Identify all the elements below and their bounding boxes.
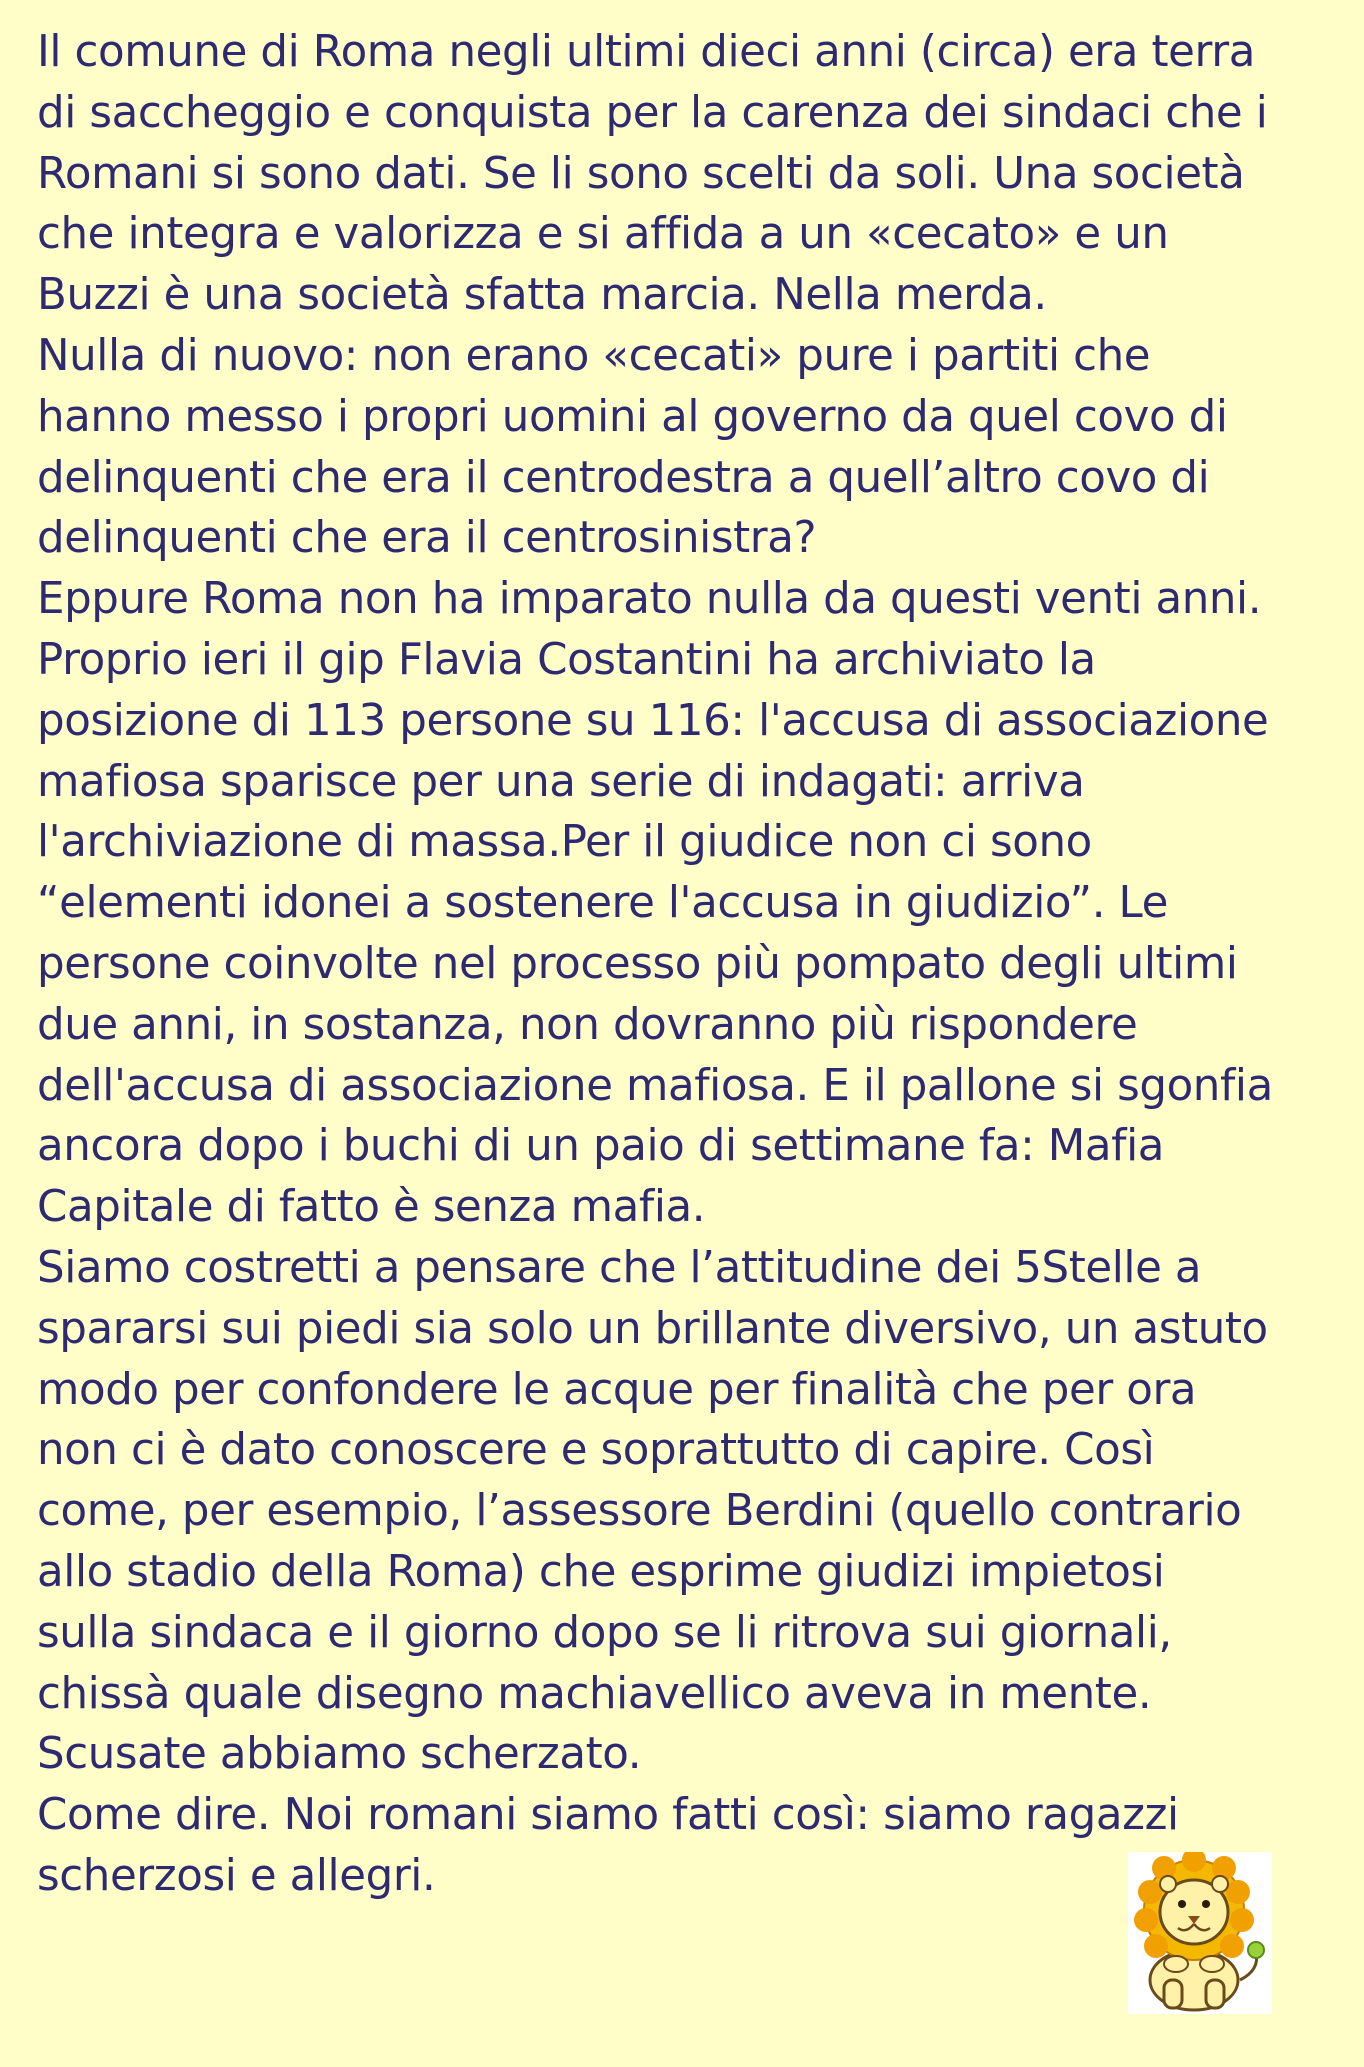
article-line: persone coinvolte nel processo più pompato degli ultimi [37,938,1238,989]
article-line: Buzzi è una società sfatta marcia. Nella merda. [37,270,1047,321]
article-text [37,22,1337,1907]
article-line: Siamo costretti a pensare che l’attitudine dei 5Stelle a [37,1242,1202,1293]
article-line: due anni, in sostanza, non dovranno più rispondere [37,999,1138,1050]
article-line: Capitale di fatto è senza mafia. [37,1182,706,1233]
article-line: come, per esempio, l’assessore Berdini (quello contrario [37,1486,1242,1537]
article-line: l'archiviazione di massa.Per il giudice non ci sono [37,817,1092,868]
article-line: posizione di 113 persone su 116: l'accusa di associazione [37,695,1269,746]
article-line: Proprio ieri il gip Flavia Costantini ha archiviato la [37,634,1096,685]
article-line: allo stadio della Roma) che esprime giudizi impietosi [37,1546,1165,1597]
article-line: scherzosi e allegri. [37,1850,436,1901]
article-line: ancora dopo i buchi di un paio di settimane fa: Mafia [37,1121,1165,1172]
article-line: sulla sindaca e il giorno dopo se li ritrova sui giornali, [37,1607,1172,1658]
article-line: hanno messo i propri uomini al governo da quel covo di [37,391,1228,442]
article-line: Come dire. Noi romani siamo fatti così: siamo ragazzi [37,1790,1179,1841]
article-line: che integra e valorizza e si affida a un «cecato» e un [37,209,1169,260]
article-line: chissà quale disegno machiavellico aveva in mente. [37,1668,1152,1719]
article-line: di saccheggio e conquista per la carenza dei sindaci che i [37,87,1268,138]
article-line: delinquenti che era il centrodestra a quell’altro covo di [37,452,1210,503]
lion-mascot-icon [1128,1852,1272,2014]
article-line: spararsi sui piedi sia solo un brillante diversivo, un astuto [37,1303,1268,1354]
article-line: non ci è dato conoscere e soprattutto di capire. Così [37,1425,1155,1476]
article-line: Il comune di Roma negli ultimi dieci anni (circa) era terra [37,27,1255,77]
article-line: Romani si sono dati. Se li sono scelti da soli. Una società [37,148,1245,199]
article-line: Scusate abbiamo scherzato. [37,1729,642,1780]
article-line: “elementi idonei a sostenere l'accusa in giudizio”. Le [37,878,1168,929]
article-line: delinquenti che era il centrosinistra? [37,513,817,564]
article-line: modo per confondere le acque per finalità che per ora [37,1364,1197,1415]
article-line: dell'accusa di associazione mafiosa. E il pallone si sgonfia [37,1060,1273,1111]
article-line: Nulla di nuovo: non erano «cecati» pure i partiti che [37,330,1151,381]
article-line: mafiosa sparisce per una serie di indagati: arriva [37,756,1085,807]
article-line: Eppure Roma non ha imparato nulla da questi venti anni. [37,574,1262,625]
